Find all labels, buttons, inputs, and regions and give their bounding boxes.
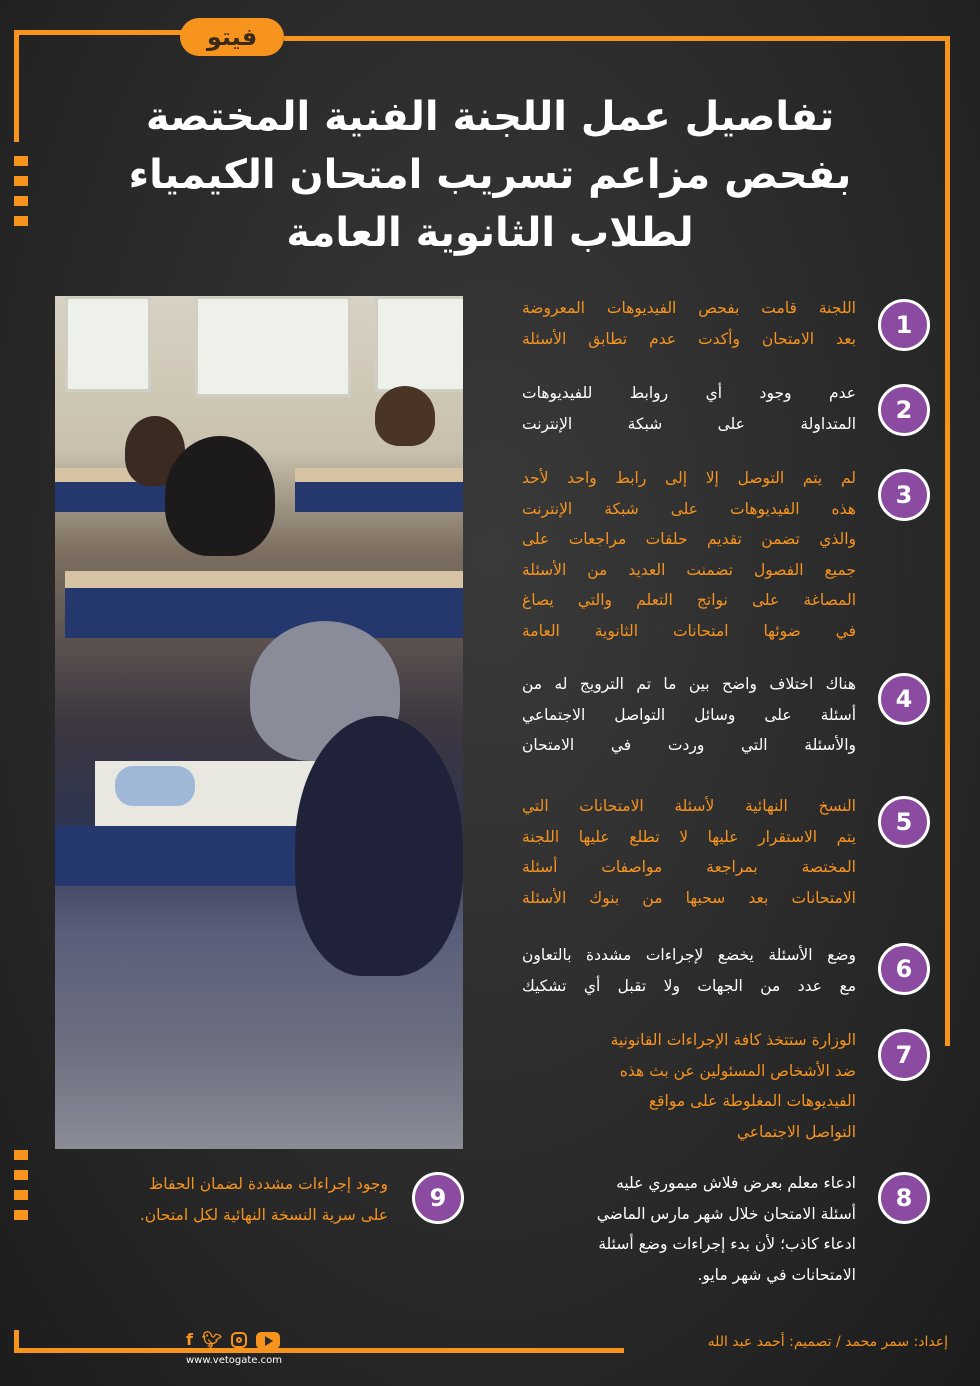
item-line: هذه الفيديوهات على شبكة الإنترنت: [522, 499, 856, 518]
item-line: بعد الامتحان وأكدت عدم تطابق الأسئلة: [522, 329, 856, 348]
instagram-icon[interactable]: [231, 1332, 247, 1348]
logo-text: فيتو: [206, 23, 258, 51]
frame-dash: [14, 1170, 28, 1180]
item-line: الوزارة ستتخذ كافة الإجراءات القانونية: [610, 1031, 856, 1049]
title-line: تفاصيل عمل اللجنة الفنية المختصة: [145, 94, 835, 140]
website-url[interactable]: www.vetogate.com: [186, 1355, 282, 1366]
item-line: أسئلة على وسائل التواصل الاجتماعي: [522, 705, 856, 724]
frame-top-right-line: [284, 36, 950, 41]
item-line: المتداولة على شبكة الإنترنت: [522, 414, 856, 433]
item-line: وضع الأسئلة يخضع لإجراءات مشددة بالتعاون: [522, 946, 856, 964]
item-text: [522, 940, 856, 1001]
item-line: الفيديوهات المغلوطة على مواقع: [648, 1092, 856, 1110]
item-line: ضد الأشخاص المسئولين عن بث هذه: [619, 1061, 856, 1080]
item-number-badge: 9: [412, 1172, 464, 1224]
item-text: [522, 463, 856, 646]
item-line: مع عدد من الجهات ولا تقبل أي تشكيك: [522, 976, 856, 995]
item-text: [58, 1169, 388, 1230]
item-number-badge: 2: [878, 384, 930, 436]
item-line: ادعاء معلم بعرض فلاش ميموري عليه: [616, 1174, 856, 1192]
item-text: [538, 1025, 856, 1147]
item-line: في ضوئها امتحانات الثانوية العامة: [522, 621, 856, 640]
item-line: النسخ النهائية لأسئلة الامتحانات التي: [522, 797, 856, 815]
item-line: لم يتم التوصل إلا إلى رابط واحد لأحد: [522, 469, 856, 487]
item-line: الامتحانات في شهر مايو.: [697, 1265, 856, 1284]
item-line: الامتحانات بعد سحبها من بنوك الأسئلة: [522, 888, 856, 907]
item-text: [522, 378, 856, 439]
facebook-icon[interactable]: f: [186, 1330, 193, 1349]
frame-dash: [14, 1150, 28, 1160]
item-line: أسئلة الامتحان خلال شهر مارس الماضي: [596, 1204, 856, 1223]
item-line: والذي تضمن تقديم حلقات مراجعات على: [522, 530, 856, 548]
item-number-badge: 1: [878, 299, 930, 351]
item-text: [522, 1168, 856, 1290]
item-text: [522, 293, 856, 354]
frame-right-line: [945, 36, 950, 1046]
credits: إعداد: سمر محمد / تصميم: أحمد عبد الله: [707, 1334, 948, 1350]
item-number-badge: 7: [878, 1029, 930, 1081]
item-text: [522, 791, 856, 913]
item-number-badge: 6: [878, 943, 930, 995]
item-line: والأسئلة التي وردت في الامتحان: [522, 736, 856, 754]
title-line: لطلاب الثانوية العامة: [286, 210, 694, 256]
social-links: [186, 1330, 280, 1350]
title-line: بفحص مزاعم تسريب امتحان الكيمياء: [128, 152, 852, 198]
item-line: ادعاء كاذب؛ لأن بدء إجراءات وضع أسئلة: [598, 1235, 856, 1253]
frame-dash: [14, 1190, 28, 1200]
page-title: [80, 88, 900, 262]
item-number-badge: 5: [878, 796, 930, 848]
brand-logo: [180, 18, 284, 56]
item-line: هناك اختلاف واضح بين ما تم الترويج له من: [522, 675, 856, 693]
item-line: وجود إجراءات مشددة لضمان الحفاظ: [148, 1175, 388, 1193]
frame-left-line: [14, 30, 19, 142]
item-text: [522, 669, 856, 761]
item-number-badge: 4: [878, 673, 930, 725]
item-line: المصاغة على نواتج التعلم والتي يصاغ: [522, 591, 856, 609]
frame-dash: [14, 176, 28, 186]
item-line: على سرية النسخة النهائية لكل امتحان.: [139, 1205, 388, 1224]
frame-dash: [14, 216, 28, 226]
youtube-icon[interactable]: [256, 1332, 280, 1349]
item-line: عدم وجود أي روابط للفيديوهات: [522, 384, 856, 402]
item-number-badge: 3: [878, 469, 930, 521]
item-line: جميع الفصول تضمنت العديد من الأسئلة: [522, 560, 856, 579]
item-line: التواصل الاجتماعي: [736, 1122, 856, 1141]
item-line: اللجنة قامت بفحص الفيديوهات المعروضة: [522, 299, 856, 317]
frame-bottom-line: [14, 1348, 624, 1353]
item-number-badge: 8: [878, 1172, 930, 1224]
twitter-icon[interactable]: 🐦︎: [201, 1330, 223, 1349]
frame-dash: [14, 196, 28, 206]
item-line: يتم الاستقرار عليها لا تطلع عليها اللجنة: [522, 827, 856, 846]
frame-top-line: [14, 30, 184, 35]
frame-dash: [14, 156, 28, 166]
item-line: المختصة بمراجعة مواصفات أسئلة: [522, 858, 856, 876]
frame-dash: [14, 1210, 28, 1220]
exam-classroom-photo: [55, 296, 463, 1149]
